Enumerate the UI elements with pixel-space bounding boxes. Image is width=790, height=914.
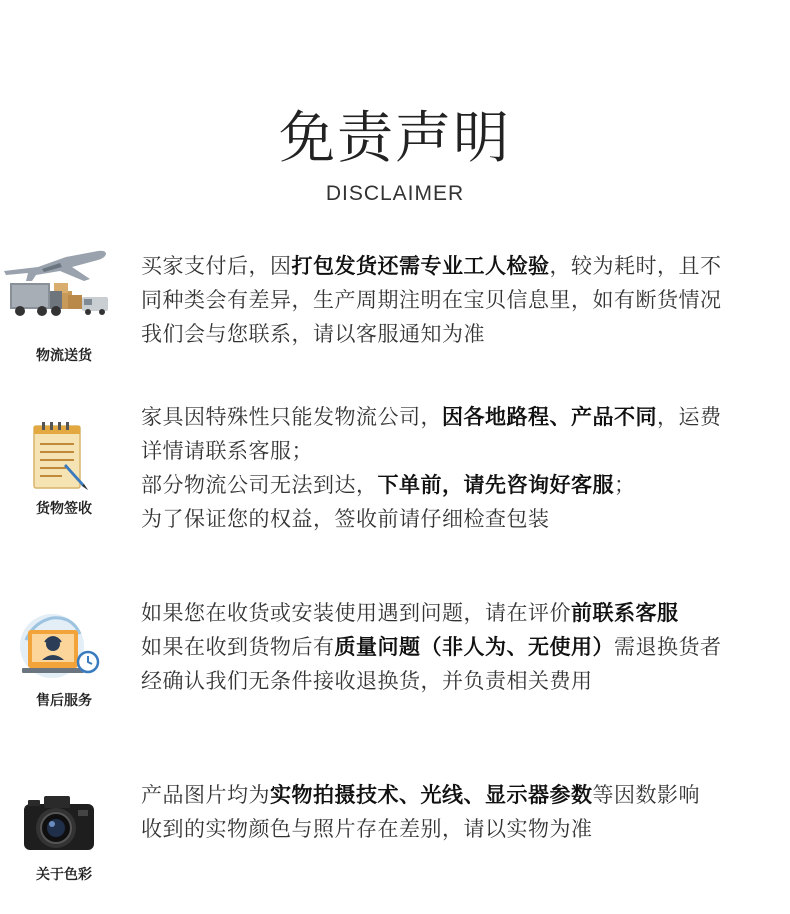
text-segment: 经确认我们无条件接收退换货，并负责相关费用 xyxy=(141,669,593,693)
icon-label: 货物签收 xyxy=(36,501,92,517)
notepad-pencil-icon xyxy=(30,420,92,492)
text-segment: ，较为耗时，且不 xyxy=(549,254,722,278)
text-line xyxy=(141,812,781,846)
text-segment: 等因数影响 xyxy=(592,783,700,807)
text-line xyxy=(141,630,781,664)
section-text xyxy=(141,778,781,846)
text-segment: 产品图片均为 xyxy=(141,783,270,807)
text-line xyxy=(141,468,781,502)
section-text xyxy=(141,596,781,698)
text-line xyxy=(141,317,781,351)
emphasized-text: 实物拍摄技术、光线、显示器参数 xyxy=(270,783,593,807)
text-segment: 同种类会有差异，生产周期注明在宝贝信息里，如有断货情况 xyxy=(141,288,722,312)
text-segment: 买家支付后，因 xyxy=(141,254,292,278)
camera-icon xyxy=(20,790,98,856)
text-line xyxy=(141,502,781,536)
text-segment: 如果在收到货物后有 xyxy=(141,635,335,659)
emphasized-text: 下单前，请先咨询好客服 xyxy=(377,473,614,497)
text-line xyxy=(141,434,781,468)
text-line xyxy=(141,778,781,812)
text-segment: ； xyxy=(614,473,636,497)
icon-label: 售后服务 xyxy=(36,693,92,709)
text-line xyxy=(141,400,781,434)
emphasized-text: 打包发货还需专业工人检验 xyxy=(291,254,550,278)
text-segment: 家具因特殊性只能发物流公司， xyxy=(141,405,442,429)
airplane-truck-icon xyxy=(2,245,114,327)
text-segment: 需退换货者 xyxy=(614,635,722,659)
page-subtitle: DISCLAIMER xyxy=(325,182,465,205)
text-line xyxy=(141,596,781,630)
icon-label: 关于色彩 xyxy=(36,867,92,883)
text-line xyxy=(141,664,781,698)
emphasized-text: 前联系客服 xyxy=(571,601,679,625)
text-segment: ，运费 xyxy=(657,405,722,429)
section-text xyxy=(141,400,781,536)
text-segment: 详情请联系客服； xyxy=(141,439,313,463)
text-segment: 如果您在收货或安装使用遇到问题，请在评价 xyxy=(141,601,571,625)
text-segment: 我们会与您联系，请以客服通知为准 xyxy=(141,322,485,346)
emphasized-text: 因各地路程、产品不同 xyxy=(442,405,657,429)
text-line xyxy=(141,283,781,317)
page-title: 免责声明 xyxy=(279,106,511,171)
section-text xyxy=(141,249,781,351)
text-segment: 部分物流公司无法到达， xyxy=(141,473,378,497)
text-segment: 为了保证您的权益，签收前请仔细检查包装 xyxy=(141,507,550,531)
icon-label: 物流送货 xyxy=(36,348,92,364)
customer-service-icon xyxy=(14,610,104,682)
text-segment: 收到的实物颜色与照片存在差别，请以实物为准 xyxy=(141,817,593,841)
emphasized-text: 质量问题（非人为、无使用） xyxy=(334,635,614,659)
text-line xyxy=(141,249,781,283)
